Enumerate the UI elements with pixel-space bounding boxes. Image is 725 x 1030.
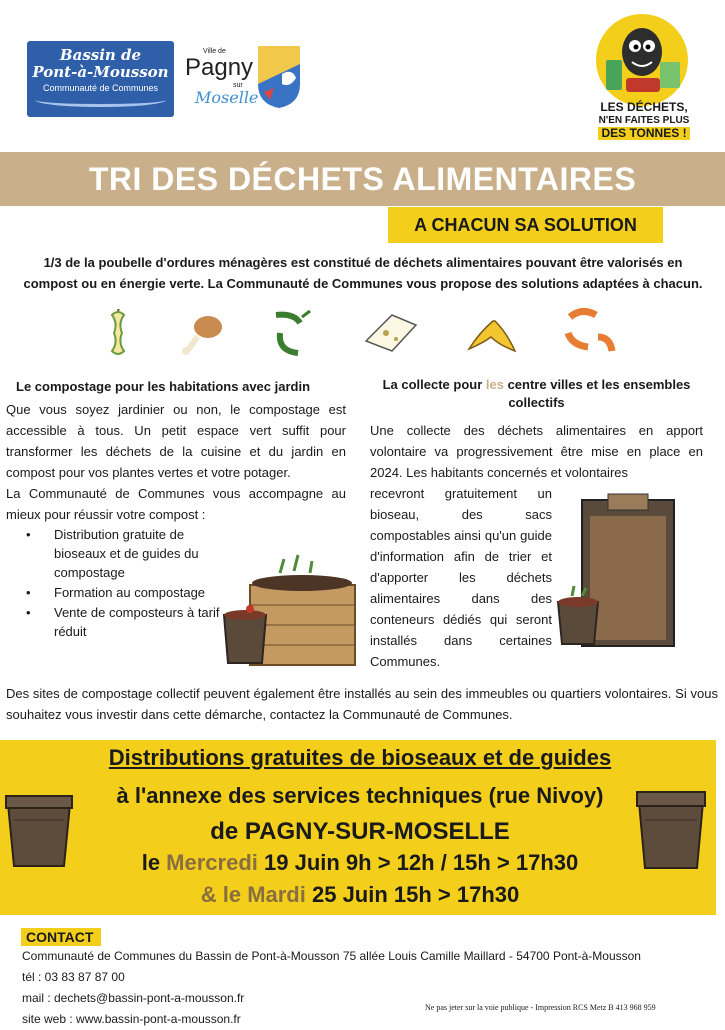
collection-container-icon <box>556 492 681 652</box>
collection-title <box>370 376 703 412</box>
collection-title-part1: La collecte pour <box>382 377 486 392</box>
slogan-line3: DES TONNES ! <box>598 127 689 140</box>
composting-paragraph2: La Communauté de Communes vous accompagne au mieux pour réussir votre compost : <box>6 486 346 522</box>
pagny-shield-icon <box>256 44 302 110</box>
contact-website: site web : www.bassin-pont-a-mousson.fr <box>22 1012 241 1026</box>
contact-address: Communauté de Communes du Bassin de Pont-à-Mousson 75 allée Louis Camille Maillard - 54700 Pont-à-Mousson <box>22 949 641 963</box>
logo-pagny-moselle: Moselle <box>195 88 259 107</box>
page-subtitle: A CHACUN SA SOLUTION <box>388 207 663 243</box>
contact-phone: tél : 03 83 87 87 00 <box>22 970 125 984</box>
date2-rest: 25 Juin 15h > 17h30 <box>305 882 520 907</box>
intro-text <box>18 252 708 294</box>
chicken-leg-icon <box>180 311 226 357</box>
food-waste-icons <box>90 303 630 363</box>
title-band <box>0 152 725 206</box>
distribution-location: à l'annexe des services techniques (rue Nivoy) <box>116 783 604 808</box>
distribution-town: de PAGNY-SUR-MOSELLE <box>210 818 510 845</box>
composting-paragraph1: Que vous soyez jardinier ou non, le compostage est accessible à tous. Un petit espace vert suffit pour transformer les déchets de la cuisine et du jardin en compost pour vos plantes vertes et votre potager. <box>6 402 346 480</box>
waste-mascot-icon <box>588 12 696 108</box>
logo-pagny-name: Pagny <box>185 54 254 81</box>
collection-title-highlight: les <box>485 377 504 392</box>
contact-email: mail : dechets@bassin-pont-a-mousson.fr <box>22 991 245 1005</box>
logo-pagny-ville-de: Ville de <box>203 48 226 55</box>
slogan-line1: LES DÉCHETS, <box>600 100 688 114</box>
bullet-item: • Formation au compostage <box>36 583 226 602</box>
vegetable-peel-icon <box>270 309 316 359</box>
compost-bin-icon <box>220 545 360 670</box>
date1-prefix: le <box>141 850 167 875</box>
date1-day: Mercredi <box>166 850 258 875</box>
intro-line2: compost ou en énergie verte. La Communauté de Communes vous propose des solutions adaptées à chacun. <box>23 276 703 291</box>
banana-peel-icon <box>465 313 521 357</box>
paper-napkin-icon <box>362 311 420 355</box>
date2-prefix: & le <box>200 882 248 907</box>
logo-bassin-line3: Communauté de Communes <box>42 83 159 93</box>
slogan <box>594 101 694 140</box>
logo-bassin-line1: Bassin de <box>59 46 142 64</box>
bioseau-bin-icon <box>4 790 74 870</box>
distribution-date1 <box>80 850 640 876</box>
bullet-item: • Vente de composteurs à tarif réduit <box>36 603 226 641</box>
distribution-title: Distributions gratuites de bioseaux et de guides <box>108 745 612 770</box>
distribution-date2 <box>80 882 640 908</box>
contact-label: CONTACT <box>21 928 101 946</box>
intro-line1: 1/3 de la poubelle d'ordures ménagères est constitué de déchets alimentaires pouvant être valorisés en <box>43 255 683 270</box>
page-title: TRI DES DÉCHETS ALIMENTAIRES <box>88 160 637 197</box>
orange-peel-icon <box>562 307 618 359</box>
collection-title-part2: centre villes et les ensembles collectifs <box>503 377 691 410</box>
date2-day: Mardi <box>247 882 306 907</box>
composting-title: Le compostage pour les habitations avec jardin <box>16 379 311 394</box>
collective-compost-text: Des sites de compostage collectif peuvent également être installés au sein des immeubles ou quartiers volontaires. Si vous souhaitez vous investir dans cette démarche, contactez la Communauté de Communes. <box>6 686 718 722</box>
distribution-box <box>0 740 716 915</box>
collection-paragraph2: recevront gratuitement un bioseau, des sacs compostables ainsi qu'un guide d'information afin de trier et d'apporter les déchets alimentaires dans des conteneurs dédiés qui seront installés dans certaines Communes. <box>370 486 552 669</box>
logo-pagny-sur: sur <box>233 82 243 89</box>
slogan-line2: N'EN FAITES PLUS <box>598 115 690 126</box>
bioseau-bin-icon <box>633 786 708 871</box>
bassin-pont-a-mousson-logo <box>27 41 174 117</box>
logo-bassin-line2: Pont-à-Mousson <box>32 63 169 81</box>
collection-paragraph1: Une collecte des déchets alimentaires en apport volontaire va progressivement être mise en place en 2024. Les habitants concernés et volontaires <box>370 423 703 480</box>
composting-bullets <box>36 525 226 641</box>
bullet-item: • Distribution gratuite de bioseaux et de guides du compostage <box>36 525 226 582</box>
apple-core-icon <box>100 309 136 357</box>
date1-rest: 19 Juin 9h > 12h / 15h > 17h30 <box>257 850 579 875</box>
logo-swoosh <box>35 93 166 107</box>
footnote: Ne pas jeter sur la voie publique - Impression RCS Metz B 413 968 959 <box>425 1003 656 1012</box>
contact-info <box>22 946 641 1030</box>
